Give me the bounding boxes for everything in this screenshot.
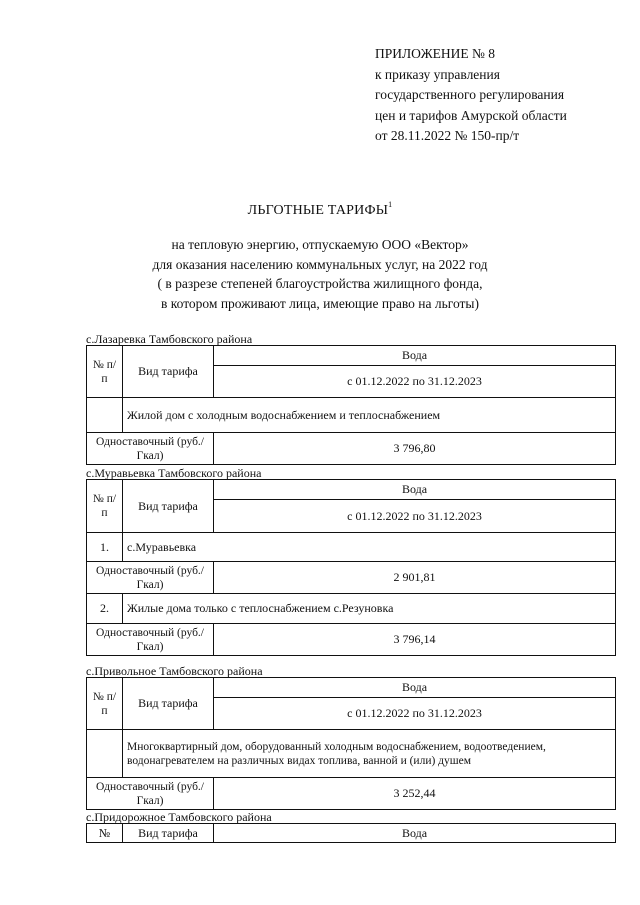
header-num: № п/п (87, 678, 123, 730)
tariff-table (86, 677, 616, 810)
row-description: Жилые дома только с теплоснабжением с.Резуновка (123, 594, 616, 624)
row-num (87, 398, 123, 433)
region-title: с.Лазаревка Тамбовского района (86, 332, 253, 346)
tariff-table (86, 345, 616, 465)
table-row (87, 594, 616, 624)
table-row (87, 562, 616, 594)
header-period: с 01.12.2022 по 31.12.2023 (214, 698, 616, 730)
header-period: с 01.12.2022 по 31.12.2023 (214, 500, 616, 533)
row-description: Многоквартирный дом, оборудованный холодным водоснабжением, водоотведением, водонагревателем на различных видах топлива, ванной и (или) душем (123, 730, 616, 778)
row-num (87, 730, 123, 778)
table-row (87, 533, 616, 562)
region-title: с.Привольное Тамбовского района (86, 664, 263, 678)
subtitle-line: на тепловую энергию, отпускаемую ООО «Вектор» (171, 237, 469, 252)
subtitle-line: ( в разрезе степеней благоустройства жилищного фонда, (157, 276, 483, 291)
rate-value: 2 901,81 (214, 562, 616, 594)
header-type: Вид тарифа (123, 480, 214, 533)
table-header-row (87, 480, 616, 500)
subtitle-line: для оказания населению коммунальных услуг, на 2022 год (152, 256, 488, 272)
table-row (87, 433, 616, 465)
table-header-row (87, 824, 616, 843)
header-resource: Вода (214, 480, 616, 500)
title-text: ЛЬГОТНЫЕ ТАРИФЫ (247, 203, 389, 218)
appendix-block (375, 44, 567, 147)
appendix-line: от 28.11.2022 № 150-пр/т (375, 128, 520, 143)
table-row (87, 730, 616, 778)
row-description: с.Муравьевка (123, 533, 616, 562)
region-title: с.Муравьевка Тамбовского района (86, 466, 262, 480)
header-type: Вид тарифа (123, 678, 214, 730)
region-title: с.Придорожное Тамбовского района (86, 810, 272, 824)
header-resource: Вода (214, 824, 616, 843)
row-num: 1. (87, 533, 123, 562)
rate-label: Одноставочный (руб./Гкал) (87, 562, 214, 594)
rate-value: 3 252,44 (214, 778, 616, 810)
tariff-table (86, 479, 616, 656)
header-type: Вид тарифа (123, 346, 214, 398)
table-row (87, 398, 616, 433)
table-header-row (87, 346, 616, 366)
row-description: Жилой дом с холодным водоснабжением и теплоснабжением (123, 398, 616, 433)
appendix-line: ПРИЛОЖЕНИЕ № 8 (375, 46, 496, 61)
table-header-row (87, 678, 616, 698)
header-period: с 01.12.2022 по 31.12.2023 (214, 366, 616, 398)
page-title (0, 200, 640, 219)
header-num: № п/п (87, 480, 123, 533)
header-resource: Вода (214, 346, 616, 366)
title-footnote: 1 (388, 200, 393, 209)
appendix-line: цен и тарифов Амурской области (375, 107, 567, 123)
subtitle-line: в котором проживают лица, имеющие право на льготы) (161, 295, 479, 311)
tariff-table (86, 823, 616, 843)
appendix-line: государственного регулирования (375, 87, 565, 102)
header-num: № (87, 824, 123, 843)
appendix-line: к приказу управления (375, 66, 500, 82)
table-row (87, 778, 616, 810)
header-resource: Вода (214, 678, 616, 698)
rate-value: 3 796,80 (214, 433, 616, 465)
rate-label: Одноставочный (руб./Гкал) (87, 433, 214, 465)
rate-value: 3 796,14 (214, 624, 616, 656)
header-num: № п/п (87, 346, 123, 398)
page-subtitle (0, 235, 640, 313)
rate-label: Одноставочный (руб./Гкал) (87, 778, 214, 810)
table-row (87, 624, 616, 656)
rate-label: Одноставочный (руб./Гкал) (87, 624, 214, 656)
row-num: 2. (87, 594, 123, 624)
header-type: Вид тарифа (123, 824, 214, 843)
